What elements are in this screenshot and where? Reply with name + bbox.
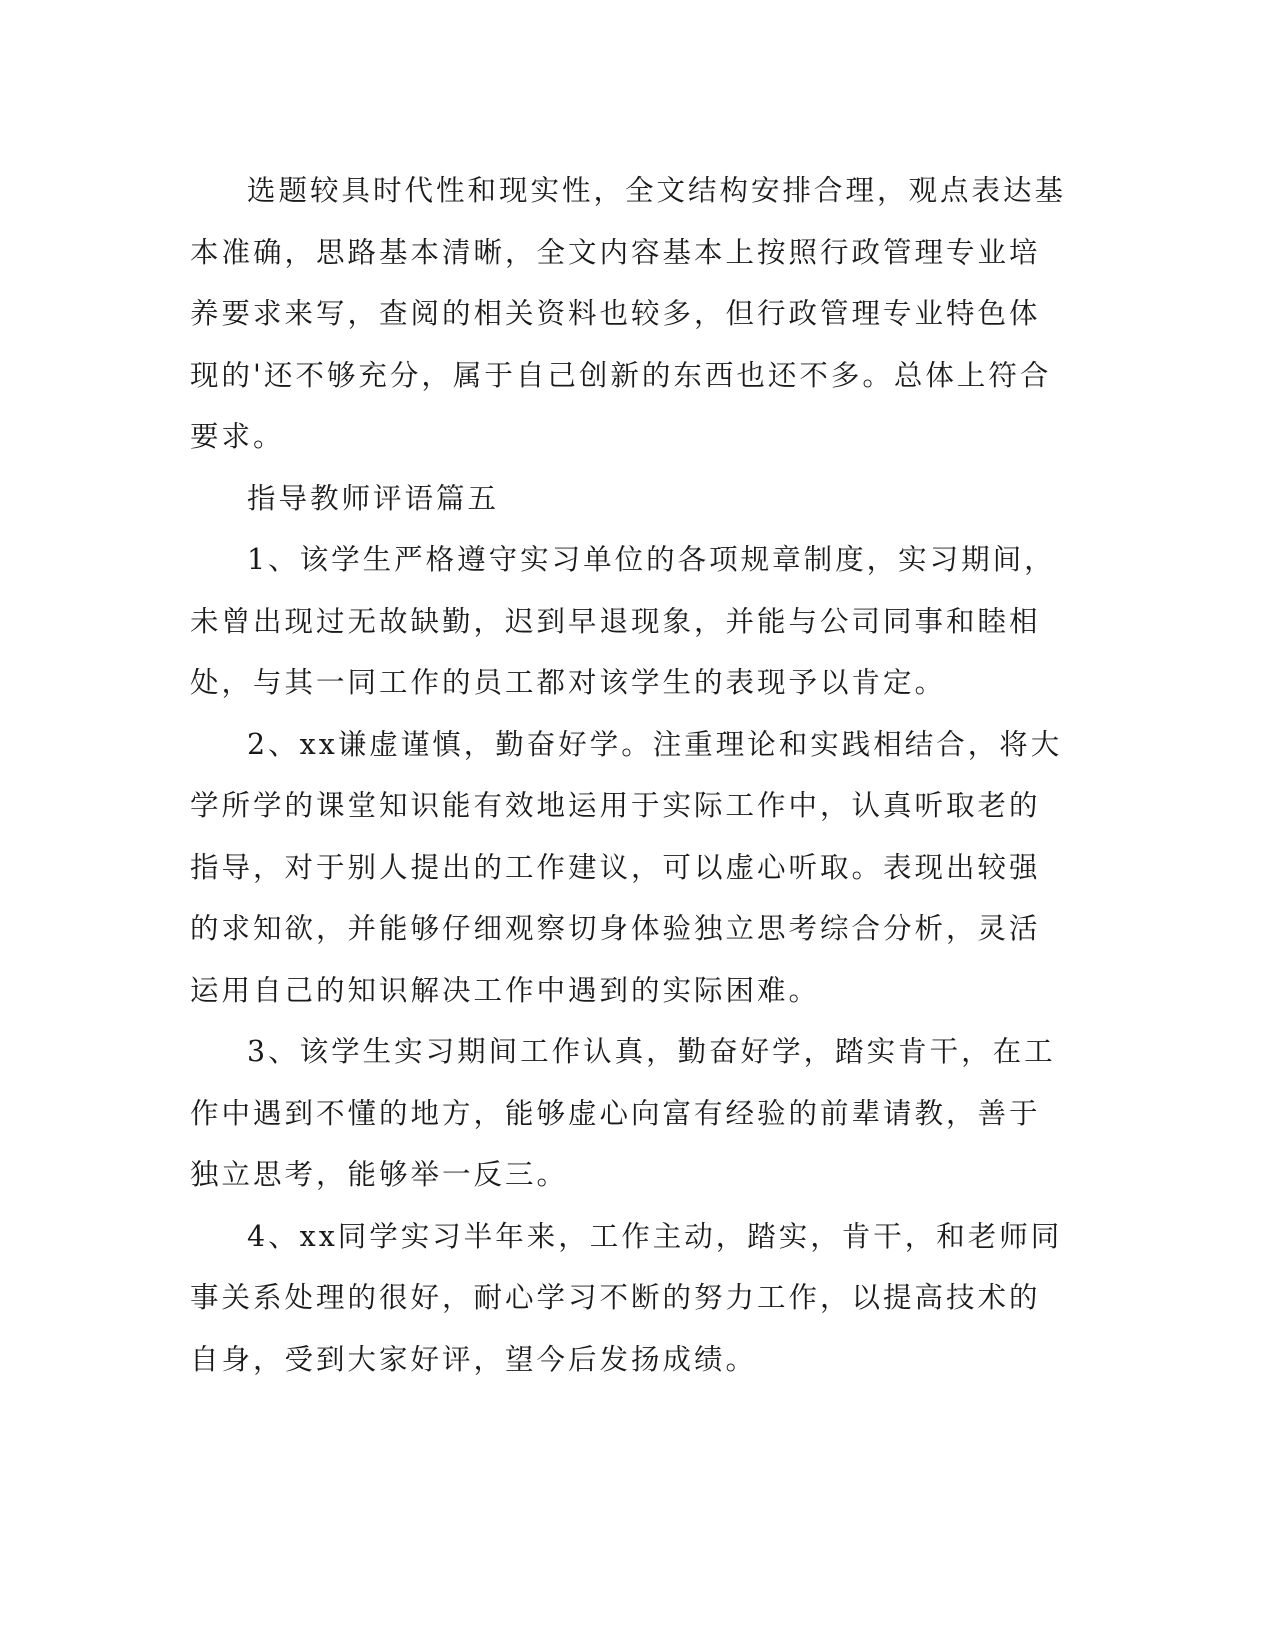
paragraph-comment-1: 1、该学生严格遵守实习单位的各项规章制度，实习期间，未曾出现过无故缺勤，迟到早退现象，并能与公司同事和睦相处，与其一同工作的员工都对该学生的表现予以肯定。 [190, 543, 1056, 699]
paragraph-comment-2: 2、xx谦虚谨慎，勤奋好学。注重理论和实践相结合，将大学所学的课堂知识能有效地运用于实际工作中，认真听取老的指导，对于别人提出的工作建议，可以虚心听取。表现出较强的求知欲，并能够仔细观察切身体验独立思考综合分析，灵活运用自己的知识解决工作中遇到的实际困难。 [190, 727, 1063, 1007]
document-body [190, 160, 1070, 1390]
paragraph-comment-3: 3、该学生实习期间工作认真，勤奋好学，踏实肯干，在工作中遇到不懂的地方，能够虚心向富有经验的前辈请教，善于独立思考，能够举一反三。 [190, 1035, 1056, 1191]
paragraph-comment-4: 4、xx同学实习半年来，工作主动，踏实，肯干，和老师同事关系处理的很好，耐心学习不断的努力工作，以提高技术的自身，受到大家好评，望今后发扬成绩。 [190, 1219, 1063, 1376]
section-heading: 指导教师评语篇五 [247, 481, 500, 515]
paragraph-thesis-review: 选题较具时代性和现实性，全文结构安排合理，观点表达基本准确，思路基本清晰，全文内容基本上按照行政管理专业培养要求来写，查阅的相关资料也较多，但行政管理专业特色体现的'还不够充分，属于自己创新的东西也还不多。总体上符合要求。 [190, 174, 1067, 453]
